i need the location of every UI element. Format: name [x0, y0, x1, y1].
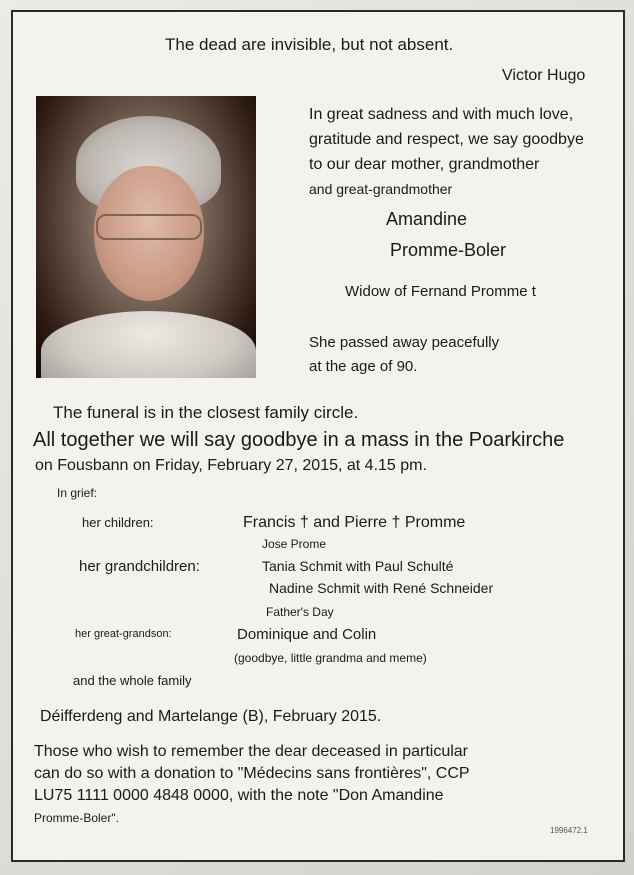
greatgrandson-label: her great-grandson: — [75, 628, 172, 640]
children-names: Francis † and Pierre † Promme — [243, 514, 466, 531]
intro-line: and great-grandmother — [309, 181, 453, 197]
portrait-photo — [36, 96, 256, 378]
children-label: her children: — [82, 515, 154, 530]
grandchildren-sub: Father's Day — [266, 605, 334, 619]
reference-number: 1996472.1 — [550, 826, 588, 835]
portrait-glasses — [96, 214, 202, 240]
intro-text — [309, 102, 584, 202]
children-sub: Jose Prome — [262, 537, 327, 551]
widow-line: Widow of Fernand Promme t — [345, 283, 536, 300]
greatgrandson-names: Dominique and Colin — [237, 626, 377, 643]
donation-line: Promme-Boler". — [34, 811, 119, 825]
passed-away-text — [309, 331, 499, 379]
passed-line: at the age of 90. — [309, 358, 418, 375]
mass-date-time: on Fousbann on Friday, February 27, 2015, at 4.15 pm. — [35, 457, 427, 474]
donation-line: LU75 1111 0000 4848 0000, with the note "Don Amandine — [34, 787, 444, 804]
deceased-first-name: Amandine — [386, 209, 468, 229]
grandchildren-name-2: Nadine Schmit with René Schneider — [269, 580, 494, 596]
funeral-note: The funeral is in the closest family circle. — [53, 403, 359, 422]
deceased-surname: Promme-Boler — [390, 240, 507, 260]
whole-family-line: and the whole family — [73, 673, 192, 688]
intro-line: to our dear mother, grandmother — [309, 156, 540, 173]
intro-line: gratitude and respect, we say goodbye — [309, 131, 584, 148]
portrait-scarf — [41, 311, 256, 378]
donation-text — [34, 741, 470, 829]
donation-line: Those who wish to remember the dear deceased in particular — [34, 743, 468, 760]
donation-line: can do so with a donation to "Médecins sans frontières", CCP — [34, 765, 470, 782]
epigraph-author: Victor Hugo — [502, 67, 586, 84]
intro-line: In great sadness and with much love, — [309, 106, 574, 123]
place-date: Déifferdeng and Martelange (B), February 2015. — [40, 708, 382, 725]
greatgrandson-sub: (goodbye, little grandma and meme) — [234, 651, 427, 665]
grandchildren-label: her grandchildren: — [79, 558, 200, 575]
in-grief-label: In grief: — [57, 486, 98, 500]
grandchildren-name-1: Tania Schmit with Paul Schulté — [262, 558, 454, 574]
mass-announcement: All together we will say goodbye in a mass in the Poarkirche — [33, 429, 565, 451]
passed-line: She passed away peacefully — [309, 334, 500, 351]
epigraph-quote: The dead are invisible, but not absent. — [165, 35, 454, 54]
